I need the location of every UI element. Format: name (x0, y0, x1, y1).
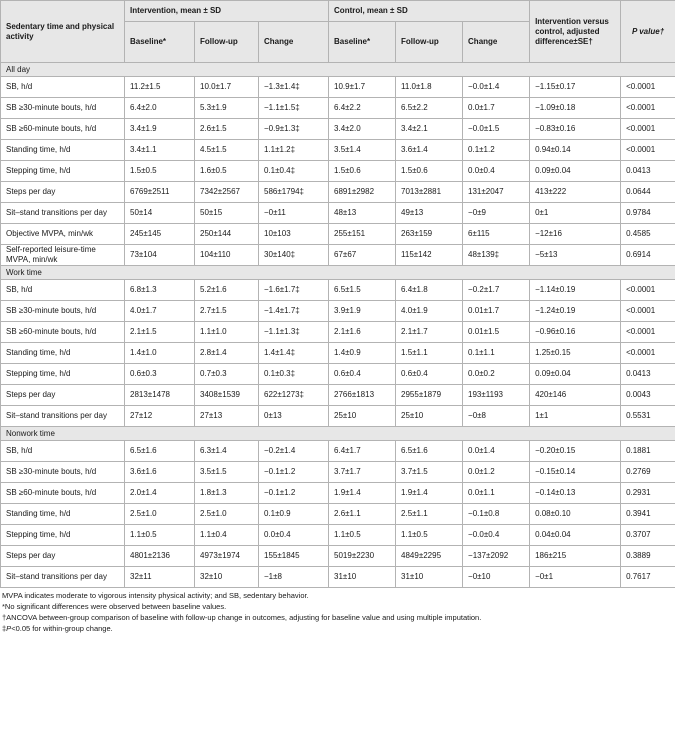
table-cell: 6.5±1.6 (125, 441, 195, 462)
table-cell: 0.94±0.14 (530, 140, 621, 161)
table-cell: 0.0±1.2 (463, 462, 530, 483)
table-cell: 0.2769 (621, 462, 675, 483)
table-cell: −0.2±1.4 (259, 441, 329, 462)
table-cell: −0±9 (463, 203, 530, 224)
table-cell: −1.6±1.7‡ (259, 280, 329, 301)
table-cell: 0.01±1.5 (463, 322, 530, 343)
table-row (1, 483, 675, 504)
table-row (1, 301, 675, 322)
row-label: Self-reported leisure-time MVPA, min/wk (1, 245, 125, 266)
row-label: Objective MVPA, min/wk (1, 224, 125, 245)
table-cell: −0.0±1.5 (463, 119, 530, 140)
row-label: Standing time, h/d (1, 343, 125, 364)
table-cell: 0.0644 (621, 182, 675, 203)
table-cell: 193±1193 (463, 385, 530, 406)
table-cell: 6.3±1.4 (195, 441, 259, 462)
header-row-label: Sedentary time and physical activity (1, 1, 125, 63)
row-label: Steps per day (1, 385, 125, 406)
table-cell: 6891±2982 (329, 182, 396, 203)
table-cell: −5±13 (530, 245, 621, 266)
table-cell: 0.7±0.3 (195, 364, 259, 385)
table-cell: −1.14±0.19 (530, 280, 621, 301)
row-label: Stepping time, h/d (1, 364, 125, 385)
table-cell: 0.9784 (621, 203, 675, 224)
table-cell: −1.1±1.5‡ (259, 98, 329, 119)
table-cell: 0.2931 (621, 483, 675, 504)
table-row (1, 224, 675, 245)
table-cell: 255±151 (329, 224, 396, 245)
table-cell: −0.15±0.14 (530, 462, 621, 483)
row-label: Steps per day (1, 182, 125, 203)
table-cell: −0.20±0.15 (530, 441, 621, 462)
table-cell: 25±10 (329, 406, 396, 427)
table-cell: 115±142 (396, 245, 463, 266)
header-difference: Intervention versus control, adjusted difference±SE† (530, 1, 621, 63)
row-label: Stepping time, h/d (1, 161, 125, 182)
table-row (1, 462, 675, 483)
table-row (1, 98, 675, 119)
table-cell: 0.1±0.3‡ (259, 364, 329, 385)
table-cell: 0.09±0.04 (530, 364, 621, 385)
table-cell: 0.1±0.4‡ (259, 161, 329, 182)
table-row (1, 525, 675, 546)
table-cell: 3.5±1.4 (329, 140, 396, 161)
table-cell: −0.1±1.2 (259, 483, 329, 504)
table-cell: 27±13 (195, 406, 259, 427)
table-cell: 1.1±0.5 (125, 525, 195, 546)
table-cell: 4.0±1.9 (396, 301, 463, 322)
table-cell: 155±1845 (259, 546, 329, 567)
table-cell: 50±15 (195, 203, 259, 224)
table-cell: 3408±1539 (195, 385, 259, 406)
table-cell: 0.6±0.3 (125, 364, 195, 385)
table-cell: 0±13 (259, 406, 329, 427)
header-p-value-text: P value† (631, 26, 665, 36)
table-cell: 245±145 (125, 224, 195, 245)
table-cell: 0.0413 (621, 161, 675, 182)
table-cell: 6.4±2.2 (329, 98, 396, 119)
table-cell: 6±115 (463, 224, 530, 245)
table-row (1, 567, 675, 588)
table-cell: <0.0001 (621, 119, 675, 140)
table-cell: 0.1±1.1 (463, 343, 530, 364)
footnote-double-dagger-text: <0.05 for within-group change. (11, 624, 113, 633)
row-label: Stepping time, h/d (1, 525, 125, 546)
table-cell: 0.0±0.4 (463, 161, 530, 182)
row-label: SB ≥60-minute bouts, h/d (1, 119, 125, 140)
row-label: SB, h/d (1, 441, 125, 462)
subheader-cell: Baseline* (125, 22, 195, 63)
table-cell: −1.09±0.18 (530, 98, 621, 119)
table-cell: 3.7±1.5 (396, 462, 463, 483)
table-cell: 49±13 (396, 203, 463, 224)
table-cell: −0±11 (259, 203, 329, 224)
table-cell: 48±13 (329, 203, 396, 224)
table-cell: 1.4±1.4‡ (259, 343, 329, 364)
table-row (1, 406, 675, 427)
table-cell: −1.24±0.19 (530, 301, 621, 322)
table-row (1, 546, 675, 567)
table-cell: 32±11 (125, 567, 195, 588)
table-cell: 10±103 (259, 224, 329, 245)
row-label: SB, h/d (1, 77, 125, 98)
table-cell: 3.6±1.4 (396, 140, 463, 161)
table-cell: −137±2092 (463, 546, 530, 567)
table-cell: 0.3889 (621, 546, 675, 567)
subheader-cell: Change (463, 22, 530, 63)
table-cell: 4849±2295 (396, 546, 463, 567)
table-cell: 67±67 (329, 245, 396, 266)
table-cell: 1.4±1.0 (125, 343, 195, 364)
table-cell: 1.8±1.3 (195, 483, 259, 504)
table-cell: 30±140‡ (259, 245, 329, 266)
table-cell: <0.0001 (621, 77, 675, 98)
table-cell: −0.9±1.3‡ (259, 119, 329, 140)
table-cell: 11.2±1.5 (125, 77, 195, 98)
table-cell: 4973±1974 (195, 546, 259, 567)
table-row (1, 182, 675, 203)
table-cell: 31±10 (396, 567, 463, 588)
table-row (1, 203, 675, 224)
table-cell: −0.14±0.13 (530, 483, 621, 504)
row-label: SB ≥60-minute bouts, h/d (1, 483, 125, 504)
table-cell: 2.5±1.0 (195, 504, 259, 525)
row-label: Sit–stand transitions per day (1, 567, 125, 588)
section-row (1, 427, 675, 441)
table-cell: 0.0±0.4 (259, 525, 329, 546)
table-cell: −0.2±1.7 (463, 280, 530, 301)
table-cell: 250±144 (195, 224, 259, 245)
footnote-double-dagger-symbol: ‡ (2, 624, 7, 633)
header-row-1 (1, 1, 675, 22)
table-cell: 0.09±0.04 (530, 161, 621, 182)
table-cell: 0.04±0.04 (530, 525, 621, 546)
table-cell: 5019±2230 (329, 546, 396, 567)
table-cell: 263±159 (396, 224, 463, 245)
table-cell: 4801±2136 (125, 546, 195, 567)
table-cell: 1.5±0.6 (329, 161, 396, 182)
table-cell: −0±8 (463, 406, 530, 427)
table-cell: 2.6±1.5 (195, 119, 259, 140)
table-cell: <0.0001 (621, 343, 675, 364)
table-cell: 1.1±0.5 (329, 525, 396, 546)
table-cell: 25±10 (396, 406, 463, 427)
table-cell: 3.4±1.1 (125, 140, 195, 161)
table-cell: 2766±1813 (329, 385, 396, 406)
table-row (1, 385, 675, 406)
table-cell: 0.6±0.4 (396, 364, 463, 385)
table-row (1, 119, 675, 140)
table-cell: 2.0±1.4 (125, 483, 195, 504)
table-cell: 6.8±1.3 (125, 280, 195, 301)
table-cell: 1.4±0.9 (329, 343, 396, 364)
table-cell: 3.9±1.9 (329, 301, 396, 322)
table-cell: 0.4585 (621, 224, 675, 245)
table-cell: 0.0±1.7 (463, 98, 530, 119)
table-cell: 48±139‡ (463, 245, 530, 266)
table-cell: 32±10 (195, 567, 259, 588)
table-cell: 7013±2881 (396, 182, 463, 203)
footnote-star: *No significant differences were observed between baseline values. (2, 602, 227, 611)
section-title: Work time (1, 266, 675, 280)
table-cell: 4.5±1.5 (195, 140, 259, 161)
table-cell: −0.0±0.4 (463, 525, 530, 546)
table-cell: 0.0043 (621, 385, 675, 406)
table-cell: 0.1±1.2 (463, 140, 530, 161)
table-cell: 131±2047 (463, 182, 530, 203)
table-cell: 1.1±1.0 (195, 322, 259, 343)
table-cell: 73±104 (125, 245, 195, 266)
table-cell: 0.0413 (621, 364, 675, 385)
section-title: Nonwork time (1, 427, 675, 441)
table-cell: 3.4±2.0 (329, 119, 396, 140)
table-cell: −1.15±0.17 (530, 77, 621, 98)
table-cell: 6.5±1.6 (396, 441, 463, 462)
row-label: SB, h/d (1, 280, 125, 301)
row-label: Sit–stand transitions per day (1, 406, 125, 427)
table-cell: 2.1±1.7 (396, 322, 463, 343)
row-label: SB ≥60-minute bouts, h/d (1, 322, 125, 343)
table-cell: −0.1±0.8 (463, 504, 530, 525)
table-cell: 0.1881 (621, 441, 675, 462)
table-row (1, 504, 675, 525)
footnote-double-dagger-p: P (6, 624, 12, 633)
table-cell: 2.7±1.5 (195, 301, 259, 322)
table-cell: 6.5±1.5 (329, 280, 396, 301)
table-row (1, 140, 675, 161)
table-row (1, 322, 675, 343)
table-body (1, 63, 675, 588)
section-row (1, 63, 675, 77)
table-cell: 3.4±2.1 (396, 119, 463, 140)
table-cell: 6.5±2.2 (396, 98, 463, 119)
table-cell: −1±8 (259, 567, 329, 588)
table-cell: 2955±1879 (396, 385, 463, 406)
table-cell: 6.4±1.8 (396, 280, 463, 301)
table-cell: 5.3±1.9 (195, 98, 259, 119)
subheader-cell: Follow-up (195, 22, 259, 63)
table-cell: 3.4±1.9 (125, 119, 195, 140)
table-cell: 0.0±1.1 (463, 483, 530, 504)
table-cell: −0±1 (530, 567, 621, 588)
subheader-cell: Baseline* (329, 22, 396, 63)
table-cell: 50±14 (125, 203, 195, 224)
table-row (1, 343, 675, 364)
table-row (1, 77, 675, 98)
table-cell: 2.1±1.6 (329, 322, 396, 343)
table-cell: 1.1±0.5 (396, 525, 463, 546)
table-cell: 0.01±1.7 (463, 301, 530, 322)
table-cell: −1.1±1.3‡ (259, 322, 329, 343)
table-cell: 1.1±0.4 (195, 525, 259, 546)
table-cell: 420±146 (530, 385, 621, 406)
table-cell: 2.5±1.0 (125, 504, 195, 525)
table-cell: 2813±1478 (125, 385, 195, 406)
table-cell: <0.0001 (621, 322, 675, 343)
table-cell: 4.0±1.7 (125, 301, 195, 322)
table-cell: 0.5531 (621, 406, 675, 427)
section-title: All day (1, 63, 675, 77)
subheader-cell: Change (259, 22, 329, 63)
row-label: SB ≥30-minute bouts, h/d (1, 98, 125, 119)
table-cell: <0.0001 (621, 98, 675, 119)
row-label: Standing time, h/d (1, 504, 125, 525)
table-cell: 622±1273‡ (259, 385, 329, 406)
table-row (1, 364, 675, 385)
row-label: SB ≥30-minute bouts, h/d (1, 462, 125, 483)
table-cell: 11.0±1.8 (396, 77, 463, 98)
table-cell: −0.83±0.16 (530, 119, 621, 140)
table-cell: 5.2±1.6 (195, 280, 259, 301)
table-cell: 10.9±1.7 (329, 77, 396, 98)
table-cell: 2.1±1.5 (125, 322, 195, 343)
row-label: Steps per day (1, 546, 125, 567)
table-cell: 0.08±0.10 (530, 504, 621, 525)
table-cell: 586±1794‡ (259, 182, 329, 203)
table-cell: 1.5±1.1 (396, 343, 463, 364)
table-cell: <0.0001 (621, 301, 675, 322)
table-cell: 27±12 (125, 406, 195, 427)
table-cell: −0.1±1.2 (259, 462, 329, 483)
footnote-double-dagger (2, 623, 675, 634)
table-cell: 3.5±1.5 (195, 462, 259, 483)
table-cell: 0.3941 (621, 504, 675, 525)
table-cell: −12±16 (530, 224, 621, 245)
table-cell: 1.5±0.5 (125, 161, 195, 182)
table-cell: −1.3±1.4‡ (259, 77, 329, 98)
table-cell: 186±215 (530, 546, 621, 567)
row-label: Standing time, h/d (1, 140, 125, 161)
table-cell: 104±110 (195, 245, 259, 266)
table-cell: 0±1 (530, 203, 621, 224)
table-cell: −1.4±1.7‡ (259, 301, 329, 322)
table-cell: 6.4±1.7 (329, 441, 396, 462)
table-cell: 0.0±1.4 (463, 441, 530, 462)
footnotes (0, 588, 675, 634)
section-row (1, 266, 675, 280)
subheader-cell: Follow-up (396, 22, 463, 63)
table-cell: 0.6914 (621, 245, 675, 266)
table-cell: 6.4±2.0 (125, 98, 195, 119)
header-p-value (621, 1, 675, 63)
table-cell: 7342±2567 (195, 182, 259, 203)
table-cell: 1.1±1.2‡ (259, 140, 329, 161)
table-cell: 10.0±1.7 (195, 77, 259, 98)
table-row (1, 245, 675, 266)
table-cell: 31±10 (329, 567, 396, 588)
table-cell: 3.7±1.7 (329, 462, 396, 483)
table-row (1, 280, 675, 301)
table-cell: 0.1±0.9 (259, 504, 329, 525)
footnote-dagger: †ANCOVA between-group comparison of baseline with follow-up change in outcomes, adjusting for baseline value and using multiple imputation. (2, 613, 482, 622)
table-cell: 0.3707 (621, 525, 675, 546)
table-cell: 1±1 (530, 406, 621, 427)
row-label: SB ≥30-minute bouts, h/d (1, 301, 125, 322)
table-row (1, 161, 675, 182)
table-cell: 1.9±1.4 (329, 483, 396, 504)
header-control: Control, mean ± SD (329, 1, 530, 22)
table-cell: −0±10 (463, 567, 530, 588)
table-cell: 6769±2511 (125, 182, 195, 203)
table-cell: 1.9±1.4 (396, 483, 463, 504)
table-row (1, 441, 675, 462)
table-cell: −0.0±1.4 (463, 77, 530, 98)
table-cell: 413±222 (530, 182, 621, 203)
row-label: Sit–stand transitions per day (1, 203, 125, 224)
table-cell: 1.5±0.6 (396, 161, 463, 182)
table-cell: −0.96±0.16 (530, 322, 621, 343)
table-cell: 2.6±1.1 (329, 504, 396, 525)
table-cell: 0.7617 (621, 567, 675, 588)
table-cell: 1.6±0.5 (195, 161, 259, 182)
table-cell: 0.6±0.4 (329, 364, 396, 385)
table-cell: 2.5±1.1 (396, 504, 463, 525)
table-cell: <0.0001 (621, 140, 675, 161)
footnote-abbreviations: MVPA indicates moderate to vigorous intensity physical activity; and SB, sedentary behavior. (2, 591, 309, 600)
table-cell: 0.0±0.2 (463, 364, 530, 385)
header-intervention: Intervention, mean ± SD (125, 1, 329, 22)
table-cell: 3.6±1.6 (125, 462, 195, 483)
table-cell: 2.8±1.4 (195, 343, 259, 364)
table-cell: 1.25±0.15 (530, 343, 621, 364)
table-cell: <0.0001 (621, 280, 675, 301)
